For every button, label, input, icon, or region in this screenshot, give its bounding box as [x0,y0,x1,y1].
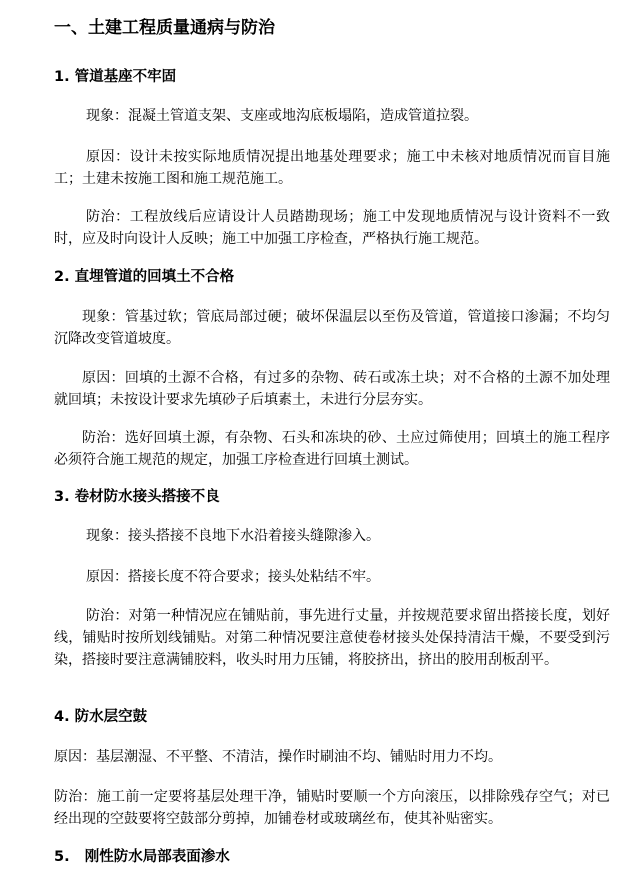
section-heading-5: 5. 刚性防水局部表面渗水 [54,849,230,865]
section-2-prevention: 防治：选好回填土源，有杂物、石头和冻块的砂、土应过筛使用；回填土的施工程序必须符合施工规范的规定，加强工序检查进行回填土测试。 [54,430,610,468]
section-heading-4: 4. 防水层空鼓 [54,709,148,725]
document-title: 一、土建工程质量通病与防治 [54,18,275,38]
section-heading-3: 3. 卷材防水接头搭接不良 [54,489,220,505]
section-heading-2: 2. 直埋管道的回填土不合格 [54,269,235,285]
section-1-phenomenon: 现象：混凝土管道支架、支座或地沟底板塌陷，造成管道拉裂。 [86,108,478,124]
section-1-cause: 原因：设计未按实际地质情况提出地基处理要求；施工中未核对地质情况而盲目施工；土建未按施工图和施工规范施工。 [54,149,610,187]
section-heading-1: 1. 管道基座不牢固 [54,69,177,85]
section-1-prevention: 防治：工程放线后应请设计人员踏勘现场；施工中发现地质情况与设计资料不一致时，应及时向设计人反映；施工中加强工序检查，严格执行施工规范。 [54,209,610,247]
section-3-phenomenon: 现象：接头搭接不良地下水沿着接头缝隙渗入。 [86,528,380,544]
section-4-prevention: 防治：施工前一定要将基层处理干净，铺贴时要顺一个方向滚压，以排除残存空气；对已经出现的空鼓要将空鼓部分剪掉，加铺卷材或玻璃丝布，使其补贴密实。 [54,789,610,827]
section-3-prevention: 防治：对第一种情况应在铺贴前，事先进行丈量，并按规范要求留出搭接长度，划好线，铺贴时按所划线铺贴。对第二种情况要注意使卷材接头处保持清洁干燥，不要受到污染，搭接时要注意满铺胶料，收头时用力压铺，将胶挤出，挤出的胶用刮板刮平。 [54,608,610,668]
section-2-cause: 原因：回填的土源不合格，有过多的杂物、砖石或冻土块；对不合格的土源不加处理就回填；未按设计要求先填砂子后填素土，未进行分层夯实。 [54,370,610,408]
section-3-cause: 原因：搭接长度不符合要求；接头处粘结不牢。 [86,569,380,585]
section-2-phenomenon: 现象：管基过软；管底局部过硬；破坏保温层以至伤及管道，管道接口渗漏；不均匀沉降改变管道坡度。 [54,309,610,347]
section-4-cause: 原因：基层潮湿、不平整、不清洁，操作时刷油不均、铺贴时用力不均。 [54,749,502,765]
